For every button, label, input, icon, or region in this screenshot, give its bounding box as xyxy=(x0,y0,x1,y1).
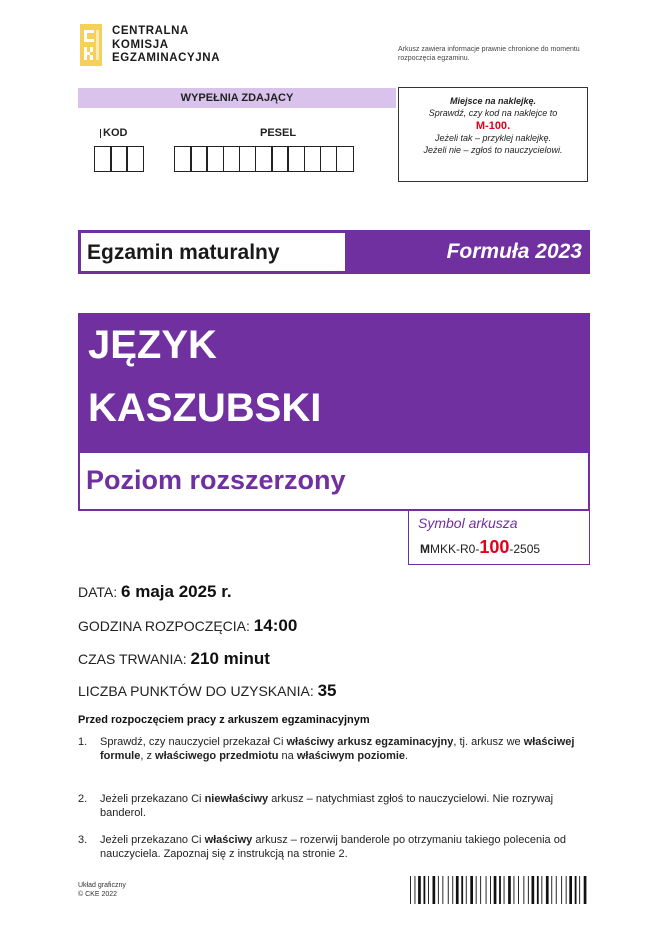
sticker-code-value: M-100 xyxy=(475,120,508,132)
kod-input-boxes[interactable] xyxy=(94,146,143,172)
points-value: 35 xyxy=(317,681,337,700)
footer-line-1: Układ graficzny xyxy=(78,882,126,889)
instruction-text-part: Jeżeli przekazano Ci xyxy=(100,834,205,846)
exam-date xyxy=(78,580,232,604)
instruction-text-part: Sprawdź, czy nauczyciel przekazał Ci xyxy=(100,736,287,748)
instruction-text-part: Jeżeli przekazano Ci xyxy=(100,793,205,805)
instruction-bold-part: właściwy xyxy=(204,834,253,846)
exam-level: Poziom rozszerzony xyxy=(86,465,346,495)
instruction-text xyxy=(100,793,580,820)
instruction-item xyxy=(78,793,598,820)
duration-label: CZAS TRWANIA: xyxy=(78,651,187,667)
symbol-code-number: 100 xyxy=(479,537,510,557)
pesel-digit-box[interactable] xyxy=(174,146,192,172)
symbol-code-lead: M xyxy=(420,542,430,556)
pesel-digit-box[interactable] xyxy=(255,146,273,172)
time-value: 14:00 xyxy=(253,616,298,635)
pesel-digit-box[interactable] xyxy=(223,146,241,172)
subject-title-line-1: JĘZYK xyxy=(88,323,217,367)
legal-notice: Arkusz zawiera informacje prawnie chronione do momentu rozpoczęcia egzaminu. xyxy=(398,46,580,62)
symbol-code xyxy=(420,536,540,560)
sticker-placeholder xyxy=(398,87,588,182)
symbol-label: Symbol arkusza xyxy=(418,515,518,531)
pesel-digit-box[interactable] xyxy=(304,146,322,172)
fill-by-examinee-header: WYPEŁNIA ZDAJĄCY xyxy=(78,88,396,108)
instruction-item xyxy=(78,834,598,861)
time-label: GODZINA ROZPOCZĘCIA: xyxy=(78,618,250,634)
kod-digit-box[interactable] xyxy=(110,146,128,172)
sticker-no-text: Jeżeli nie – zgłoś to nauczycielowi. xyxy=(423,144,563,155)
pesel-digit-box[interactable] xyxy=(271,146,289,172)
instruction-number: 2. xyxy=(78,793,88,805)
instruction-text-part: arkusz – rozerwij banderole po otrzymaniu takiego polecenia od nauczyciela. Zapoznaj się z instrukcją na stronie 2. xyxy=(100,834,566,860)
instruction-text xyxy=(100,736,580,763)
date-value: 6 maja 2025 r. xyxy=(121,582,232,601)
cke-logo-text xyxy=(112,25,220,66)
exam-duration xyxy=(78,647,270,671)
instruction-text-part: na xyxy=(278,749,297,762)
instruction-number: 3. xyxy=(78,834,88,846)
sticker-check-text: Sprawdź, czy kod na naklejce to xyxy=(428,107,558,118)
date-label: DATA: xyxy=(78,584,118,600)
points-label: LICZBA PUNKTÓW DO UZYSKANIA: xyxy=(78,683,314,699)
sticker-yes-text: Jeżeli tak – przyklej naklejkę. xyxy=(434,133,552,143)
instruction-text-part: , z xyxy=(140,749,156,762)
instruction-bold-part: właściwego przedmiotu xyxy=(155,749,279,762)
pesel-digit-box[interactable] xyxy=(320,146,338,172)
kod-digit-box[interactable] xyxy=(126,146,144,172)
pesel-digit-box[interactable] xyxy=(287,146,305,172)
pesel-digit-box[interactable] xyxy=(206,146,224,172)
instruction-item xyxy=(78,736,598,763)
barcode-icon xyxy=(408,876,590,904)
instruction-text-part: . xyxy=(405,749,409,762)
instruction-number: 1. xyxy=(78,736,88,748)
instruction-text xyxy=(100,834,580,861)
footer-note xyxy=(78,881,126,899)
pesel-digit-box[interactable] xyxy=(239,146,257,172)
symbol-code-prefix: MKK-R0- xyxy=(430,542,480,556)
cke-logo-icon xyxy=(80,24,102,66)
exam-type: Egzamin maturalny xyxy=(80,232,346,272)
instruction-text-part: , tj. arkusz we xyxy=(453,736,524,748)
instructions-heading: Przed rozpoczęciem pracy z arkuszem egzaminacyjnym xyxy=(78,714,370,726)
duration-value: 210 minut xyxy=(190,649,270,668)
exam-formula: Formuła 2023 xyxy=(446,240,582,263)
subject-title-line-2: KASZUBSKI xyxy=(88,386,322,430)
instruction-bold-part: właściwym poziomie xyxy=(296,749,406,762)
instruction-bold-part: niewłaściwy xyxy=(204,793,269,805)
kod-label: KOD xyxy=(103,127,128,139)
instruction-bold-part: właściwej formule xyxy=(100,736,575,762)
logo-line-3: EGZAMINACYJNA xyxy=(112,52,221,64)
symbol-code-suffix: -2505 xyxy=(509,542,541,556)
exam-start-time xyxy=(78,614,297,638)
sticker-code xyxy=(399,119,587,133)
sticker-title: Miejsce na naklejkę. xyxy=(449,96,537,106)
exam-points xyxy=(78,679,337,703)
footer-line-2: © CKE 2022 xyxy=(78,891,118,898)
sticker-code-suffix: . xyxy=(507,120,511,132)
kod-digit-box[interactable] xyxy=(94,146,112,172)
instruction-bold-part: właściwy arkusz egzaminacyjny xyxy=(286,736,454,748)
logo-line-2: KOMISJA xyxy=(112,38,169,51)
pesel-digit-box[interactable] xyxy=(190,146,208,172)
logo-line-1: CENTRALNA xyxy=(112,25,189,37)
pesel-input-boxes[interactable] xyxy=(174,146,352,172)
pesel-label: PESEL xyxy=(260,127,297,139)
instruction-text-part: arkusz – natychmiast zgłoś to nauczycielowi. Nie rozrywaj banderol. xyxy=(100,793,554,819)
pesel-digit-box[interactable] xyxy=(336,146,354,172)
